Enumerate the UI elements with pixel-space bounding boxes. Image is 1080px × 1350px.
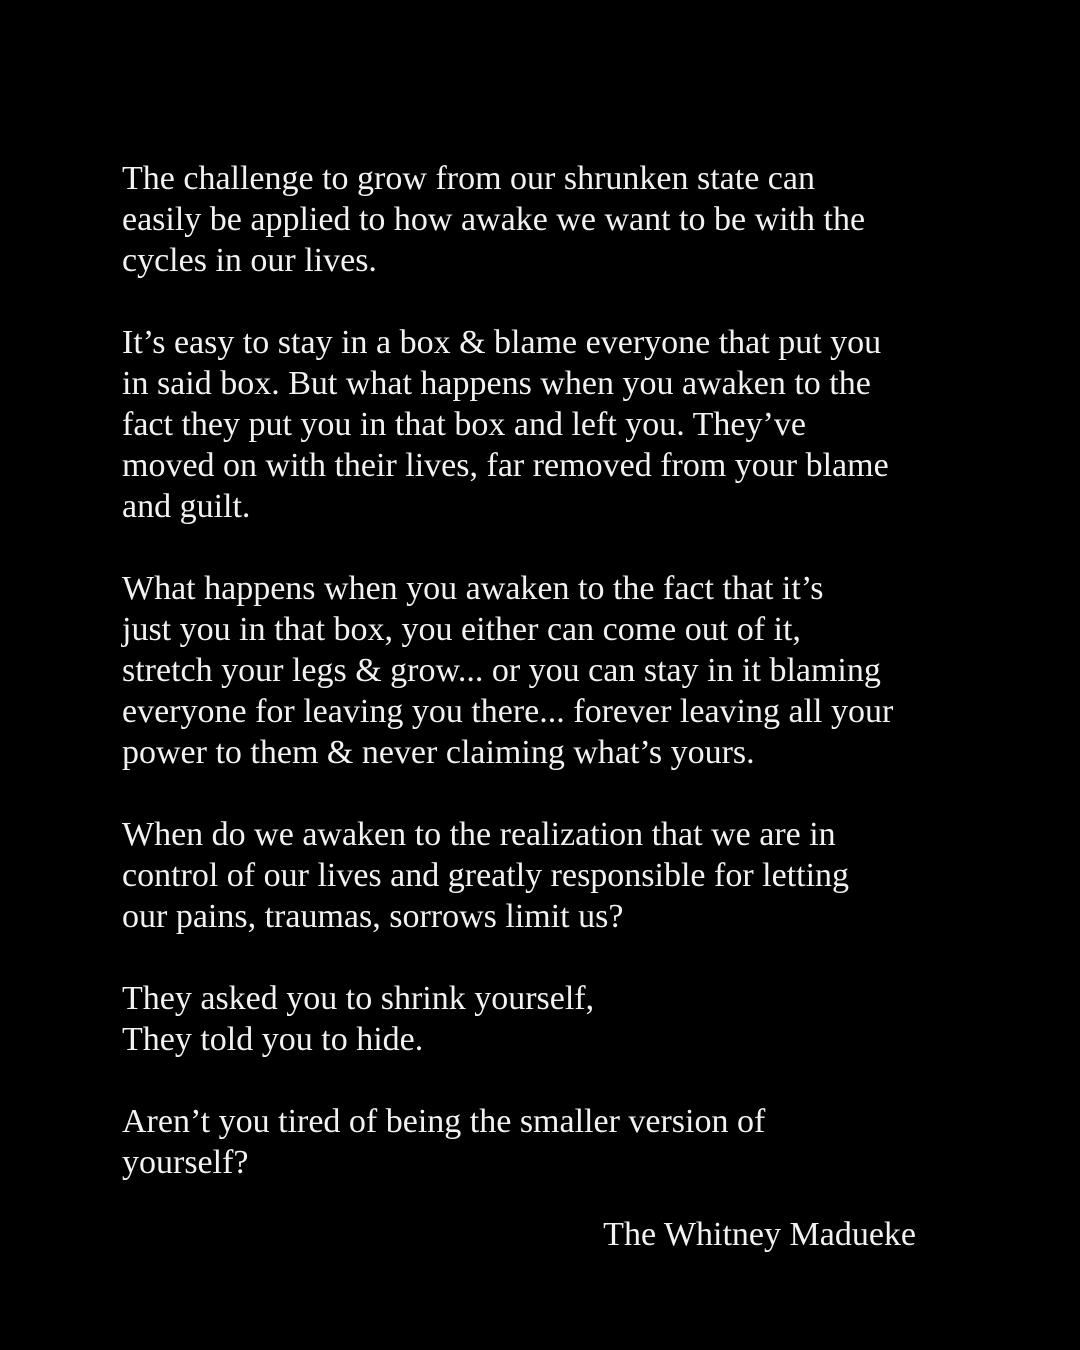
text-line: moved on with their lives, far removed from your blame — [122, 447, 889, 484]
paragraph-3 — [122, 568, 982, 773]
paragraph-6 — [122, 1101, 982, 1183]
text-line: When do we awaken to the realization that we are in — [122, 816, 836, 853]
paragraph-4 — [122, 814, 982, 937]
text-line: and guilt. — [122, 488, 251, 525]
text-line: They told you to hide. — [122, 1021, 424, 1058]
paragraph-1 — [122, 158, 982, 281]
text-line: It’s easy to stay in a box & blame everyone that put you — [122, 324, 882, 361]
quote-body — [122, 158, 982, 1224]
paragraph-5 — [122, 978, 982, 1060]
text-line: They asked you to shrink yourself, — [122, 980, 595, 1017]
text-line: cycles in our lives. — [122, 242, 377, 279]
text-line: everyone for leaving you there... forever leaving all your — [122, 693, 894, 730]
text-line: yourself? — [122, 1144, 249, 1181]
text-line: Aren’t you tired of being the smaller version of — [122, 1103, 766, 1140]
text-line: fact they put you in that box and left you. They’ve — [122, 406, 806, 443]
text-line: just you in that box, you either can come out of it, — [122, 611, 801, 648]
text-line: easily be applied to how awake we want to be with the — [122, 201, 866, 238]
text-line: What happens when you awaken to the fact that it’s — [122, 570, 824, 607]
text-line: stretch your legs & grow... or you can stay in it blaming — [122, 652, 881, 689]
text-line: The challenge to grow from our shrunken state can — [122, 160, 815, 197]
text-line: our pains, traumas, sorrows limit us? — [122, 898, 624, 935]
text-line: in said box. But what happens when you awaken to the — [122, 365, 871, 402]
paragraph-2 — [122, 322, 982, 527]
text-line: power to them & never claiming what’s yours. — [122, 734, 755, 771]
author-signature: The Whitney Madueke — [603, 1216, 916, 1253]
text-line: control of our lives and greatly responsible for letting — [122, 857, 850, 894]
